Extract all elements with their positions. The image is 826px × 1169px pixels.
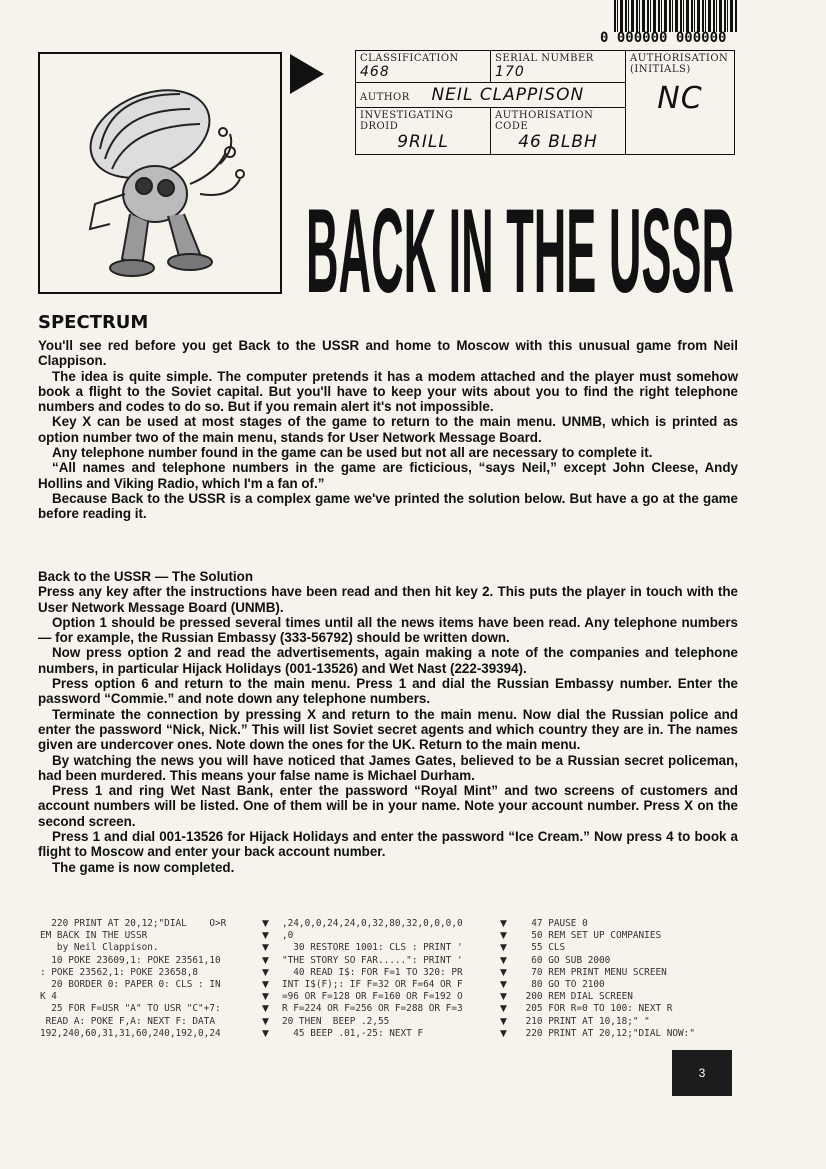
- author-label: AUTHOR: [360, 92, 410, 103]
- file-info-table: [355, 50, 735, 155]
- solution-paragraph: Now press option 2 and read the advertisements, again making a note of the companies and telephone numbers, in particular Hijack Holidays (001-13526) and Wet Nast (222-39394).: [38, 645, 738, 676]
- solution-paragraph: The game is now completed.: [52, 859, 235, 875]
- page-number-box: [672, 1050, 732, 1096]
- author-cell: [356, 83, 626, 108]
- solution-paragraph: Option 1 should be pressed several times until all the news items have been read. Any telephone numbers — for example, the Russian Embassy (333-56792) should be written down.: [38, 614, 738, 646]
- auth-code-value: 46 BLBH: [518, 132, 598, 152]
- page-number: 3: [698, 1066, 706, 1080]
- intro-paragraph: The idea is quite simple. The computer pretends it has a modem attached and the player must somehow book a flight to the Soviet capital. But you'll have to keep your wits about you to find the right telephone numbers and codes to do so. But if you remain alert it's not impossible.: [38, 368, 738, 415]
- intro-text: [38, 338, 738, 522]
- droid-value: 9RILL: [397, 132, 449, 152]
- solution-paragraph: Press any key after the instructions have been read and then hit key 2. This puts the player in touch with the User Network Message Board (UNMB).: [38, 584, 738, 615]
- auth-code-cell: [491, 108, 626, 155]
- intro-paragraph: You'll see red before you get Back to the USSR and home to Moscow with this unusual game from Neil Clappison.: [38, 338, 738, 369]
- column-separator: ▼ ▼ ▼ ▼ ▼ ▼ ▼ ▼ ▼ ▼: [262, 919, 269, 1039]
- robot-illustration: [38, 52, 282, 294]
- solution-paragraph: Terminate the connection by pressing X and return to the main menu. Now dial the Russian police and enter the password “Nick, Nick.” This will list Soviet secret agents and which country they are in. The names given are undercover ones. Note down the ones for the UK. Return to the main menu.: [38, 706, 738, 753]
- auth-code-label: AUTHORISATION CODE: [495, 110, 594, 132]
- droid-label: INVESTIGATING DROID: [360, 110, 454, 132]
- code-listing-column-1: 220 PRINT AT 20,12;"DIAL O>R EM BACK IN THE USSR by Neil Clappison. 10 POKE 23609,1: POKE 23561,10 : POKE 23562,1: POKE 23658,8 20 BORDER 0: PAPER 0: CLS : IN K 4 25 FOR F=USR "A" TO USR "C"+7: READ A: POKE F,A: NEXT F: DATA 192,240,60,31,31,60,240,192,0,24: [40, 918, 227, 1039]
- barcode: [600, 0, 740, 52]
- authorisation-cell: [626, 51, 735, 155]
- barcode-bars: [614, 0, 738, 32]
- page-title: [306, 150, 736, 300]
- barcode-number: 0 000000 000000: [600, 30, 727, 46]
- intro-paragraph: Any telephone number found in the game can be used but not all are necessary to complete it.: [52, 445, 653, 461]
- solution-paragraph: Press 1 and dial 001-13526 for Hijack Holidays and enter the password “Ice Cream.” Now press 4 to book a flight to Moscow and enter your back account number.: [38, 829, 738, 860]
- solution-text: [38, 569, 738, 875]
- classification-cell: [356, 51, 491, 83]
- classification-label: CLASSIFICATION: [360, 53, 459, 64]
- authorisation-initials: NC: [657, 81, 703, 116]
- platform-heading: SPECTRUM: [38, 312, 149, 333]
- author-value: NEIL CLAPPISON: [431, 85, 585, 105]
- serial-label: SERIAL NUMBER: [495, 53, 594, 64]
- solution-heading: Back to the USSR — The Solution: [38, 569, 254, 584]
- intro-paragraph: Because Back to the USSR is a complex game we've printed the solution below. But have a go at the game before reading it.: [38, 490, 738, 522]
- serial-value: 170: [495, 64, 525, 80]
- arrow-icon: [290, 54, 324, 94]
- authorisation-label: AUTHORISATION (INITIALS): [630, 53, 729, 75]
- title-text: BACK IN THE USSR: [306, 184, 734, 300]
- intro-paragraph: “All names and telephone numbers in the game are ficticious, “says Neil,” except John Cleese, Andy Hollins and Viking Radio, which I'm a fan of.”: [38, 460, 738, 491]
- robot-drawing: [40, 54, 280, 292]
- intro-paragraph: Key X can be used at most stages of the game to return to the main menu. UNMB, which is printed as option number two of the main menu, stands for User Network Message Board.: [38, 414, 738, 445]
- serial-cell: [491, 51, 626, 83]
- column-separator: ▼ ▼ ▼ ▼ ▼ ▼ ▼ ▼ ▼ ▼: [500, 919, 507, 1039]
- classification-value: 468: [360, 64, 390, 80]
- solution-paragraph: Press option 6 and return to the main menu. Press 1 and dial the Russian Embassy number. Enter the password “Commie.” and note down any telephone numbers.: [38, 676, 738, 707]
- code-listing-column-3: 47 PAUSE 0 50 REM SET UP COMPANIES 55 CLS 60 GO SUB 2000 70 REM PRINT MENU SCREEN 80 GO TO 2100 200 REM DIAL SCREEN 205 FOR R=0 TO 100: NEXT R 210 PRINT AT 10,18;" " 220 PRINT AT 20,12;"DIAL NOW:": [525, 918, 695, 1039]
- solution-paragraph: By watching the news you will have noticed that James Gates, believed to be a Russian secret policeman, had been murdered. This means your false name is Michael Durham.: [38, 752, 738, 783]
- droid-cell: [356, 108, 491, 155]
- code-listing-column-2: ,24,0,0,24,24,0,32,80,32,0,0,0,0 ,0 30 RESTORE 1001: CLS : PRINT ' "THE STORY SO FAR.....": PRINT ' 40 READ I$: FOR F=1 TO 320: PR INT I$(F);: IF F=32 OR F=64 OR F =96 OR F=128 OR F=160 OR F=192 O R F=224 OR F=256 OR F=288 OR F=3 20 THEN BEEP .2,55 45 BEEP .01,-25: NEXT F: [282, 918, 463, 1039]
- solution-paragraph: Press 1 and ring Wet Nast Bank, enter the password “Royal Mint” and two screens of customers and account numbers will be listed. One of them will be in your name. Note your account number. Press X on the second screen.: [38, 783, 738, 829]
